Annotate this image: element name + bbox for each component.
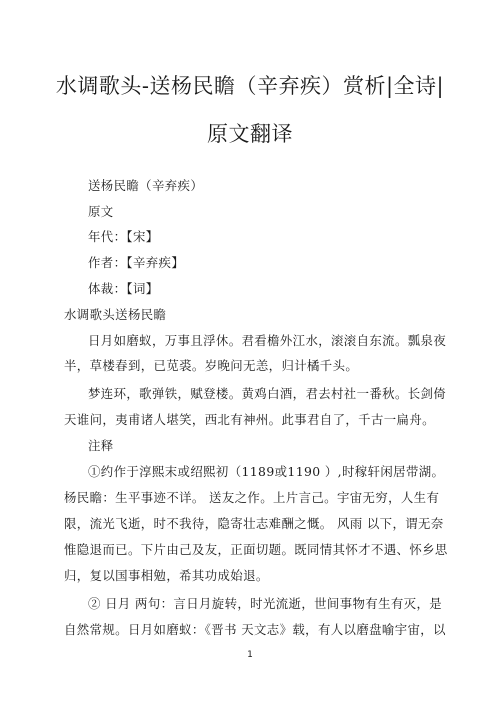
page-number: 1 bbox=[247, 650, 253, 660]
genre-field: 体裁：【词】 bbox=[88, 281, 159, 296]
note-1-line-2: 杨民瞻：生平事迹不详。 送友之作。上片言己。宇宙无穷，人生有 bbox=[64, 490, 440, 505]
note-2-line-1: ② 日月 两句：言日月旋转，时光流逝，世间事物有生有灭，是 bbox=[88, 596, 443, 611]
note-1-line-5: 归，复以国事相勉，希其功成始退。 bbox=[64, 568, 269, 583]
section-heading-notes: 注释 bbox=[88, 438, 114, 453]
author-field: 作者：【辛弃疾】 bbox=[88, 255, 185, 270]
stanza-2-line-1: 梦连环，歌弹铁，赋登楼。黄鸡白酒，君去村社一番秋。长剑倚 bbox=[88, 386, 447, 401]
page-title: 水调歌头-送杨民瞻（辛弃疾）赏析|全诗| bbox=[55, 74, 445, 98]
poem-title: 水调歌头送杨民瞻 bbox=[64, 307, 167, 322]
stanza-2-line-2: 天谁问，夷甫诸人堪笑，西北有神州。此事君自了，千古一扁舟。 bbox=[64, 412, 435, 427]
stanza-1-line-1: 日月如磨蚁，万事且浮休。君看檐外江水，滚滚自东流。瓢泉夜 bbox=[88, 333, 447, 348]
section-heading-original: 原文 bbox=[88, 204, 114, 219]
note-2-line-2: 自然常规。日月如磨蚁：《晋书 天文志》载，有人以磨盘喻宇宙，以 bbox=[64, 622, 446, 637]
dynasty-field: 年代：【宋】 bbox=[88, 229, 159, 244]
note-1-line-3: 限，流光飞逝，时不我待，隐寄壮志难酬之慨。 风雨 以下，谓无奈 bbox=[64, 516, 444, 531]
note-1-line-4: 惟隐退而已。下片由己及友，正面切题。既同情其怀才不遇、怀乡思 bbox=[64, 542, 448, 557]
note-1-line-1: ①约作于淳熙末或绍熙初（1189或1190 ）,时稼轩闲居带湖。 bbox=[88, 464, 445, 479]
page-title-continued: 原文翻译 bbox=[207, 122, 293, 146]
poem-heading: 送杨民瞻（辛弃疾） bbox=[88, 178, 204, 193]
stanza-1-line-2: 半，草楼春到，已苋裘。岁晚问无恙，归计橘千头。 bbox=[64, 358, 359, 373]
